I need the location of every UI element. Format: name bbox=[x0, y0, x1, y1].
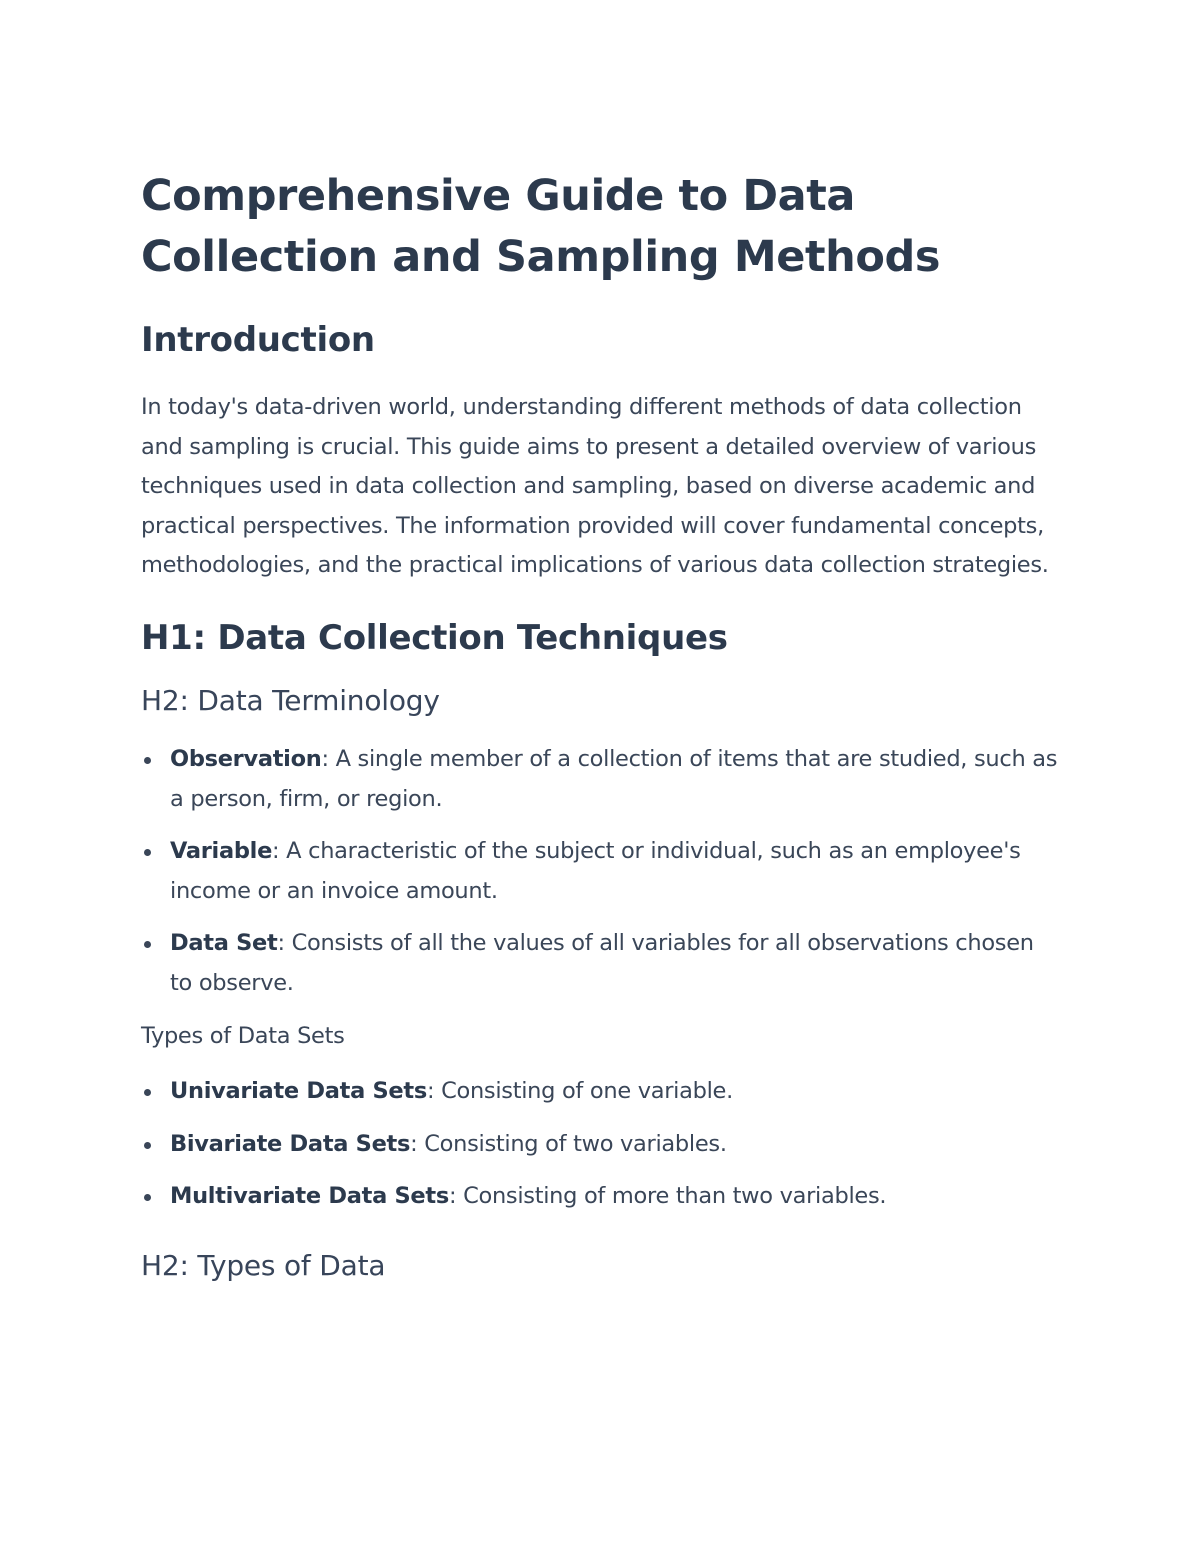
list-item-definition: : Consisting of one variable. bbox=[426, 1078, 733, 1105]
list-item bbox=[141, 1125, 1061, 1165]
terminology-list bbox=[141, 740, 1061, 1004]
types-of-data-heading: H2: Types of Data bbox=[141, 1248, 386, 1282]
list-item-term: Multivariate Data Sets bbox=[170, 1183, 449, 1210]
types-of-data-sets-label: Types of Data Sets bbox=[141, 1022, 345, 1049]
data-set-types-list bbox=[141, 1072, 1061, 1217]
data-collection-techniques-heading: H1: Data Collection Techniques bbox=[141, 617, 728, 658]
list-item bbox=[141, 1177, 1061, 1217]
list-item bbox=[141, 832, 1061, 911]
list-item-definition: : Consists of all the values of all variables for all observations chosen to observe. bbox=[170, 930, 1034, 996]
list-item bbox=[141, 1072, 1061, 1112]
list-item-term: Univariate Data Sets bbox=[170, 1078, 427, 1105]
list-item bbox=[141, 740, 1061, 819]
list-item-term: Variable bbox=[170, 838, 273, 865]
document-page bbox=[141, 166, 1061, 1285]
list-item-definition: : A single member of a collection of items that are studied, such as a person, firm, or region. bbox=[170, 745, 1058, 812]
document-title: Comprehensive Guide to Data Collection and Sampling Methods bbox=[141, 171, 941, 282]
list-item-definition: : Consisting of two variables. bbox=[410, 1130, 727, 1157]
list-item bbox=[141, 924, 1061, 1003]
data-terminology-heading: H2: Data Terminology bbox=[141, 683, 440, 717]
list-item-definition: : A characteristic of the subject or individual, such as an employee's income or an invoice amount. bbox=[170, 838, 1021, 904]
list-item-term: Data Set bbox=[170, 930, 278, 957]
list-item-term: Bivariate Data Sets bbox=[170, 1130, 411, 1157]
list-item-definition: : Consisting of more than two variables. bbox=[448, 1183, 887, 1210]
list-item-term: Observation bbox=[170, 745, 322, 772]
introduction-heading: Introduction bbox=[141, 320, 375, 360]
introduction-paragraph: In today's data-driven world, understanding different methods of data collection and sampling is crucial. This guide aims to present a detailed overview of various techniques used in data collection and sampling, based on diverse academic and practical perspectives. The information provided will cover fundamental concepts, methodologies, and the practical implications of various data collection strategies. bbox=[141, 394, 1049, 579]
